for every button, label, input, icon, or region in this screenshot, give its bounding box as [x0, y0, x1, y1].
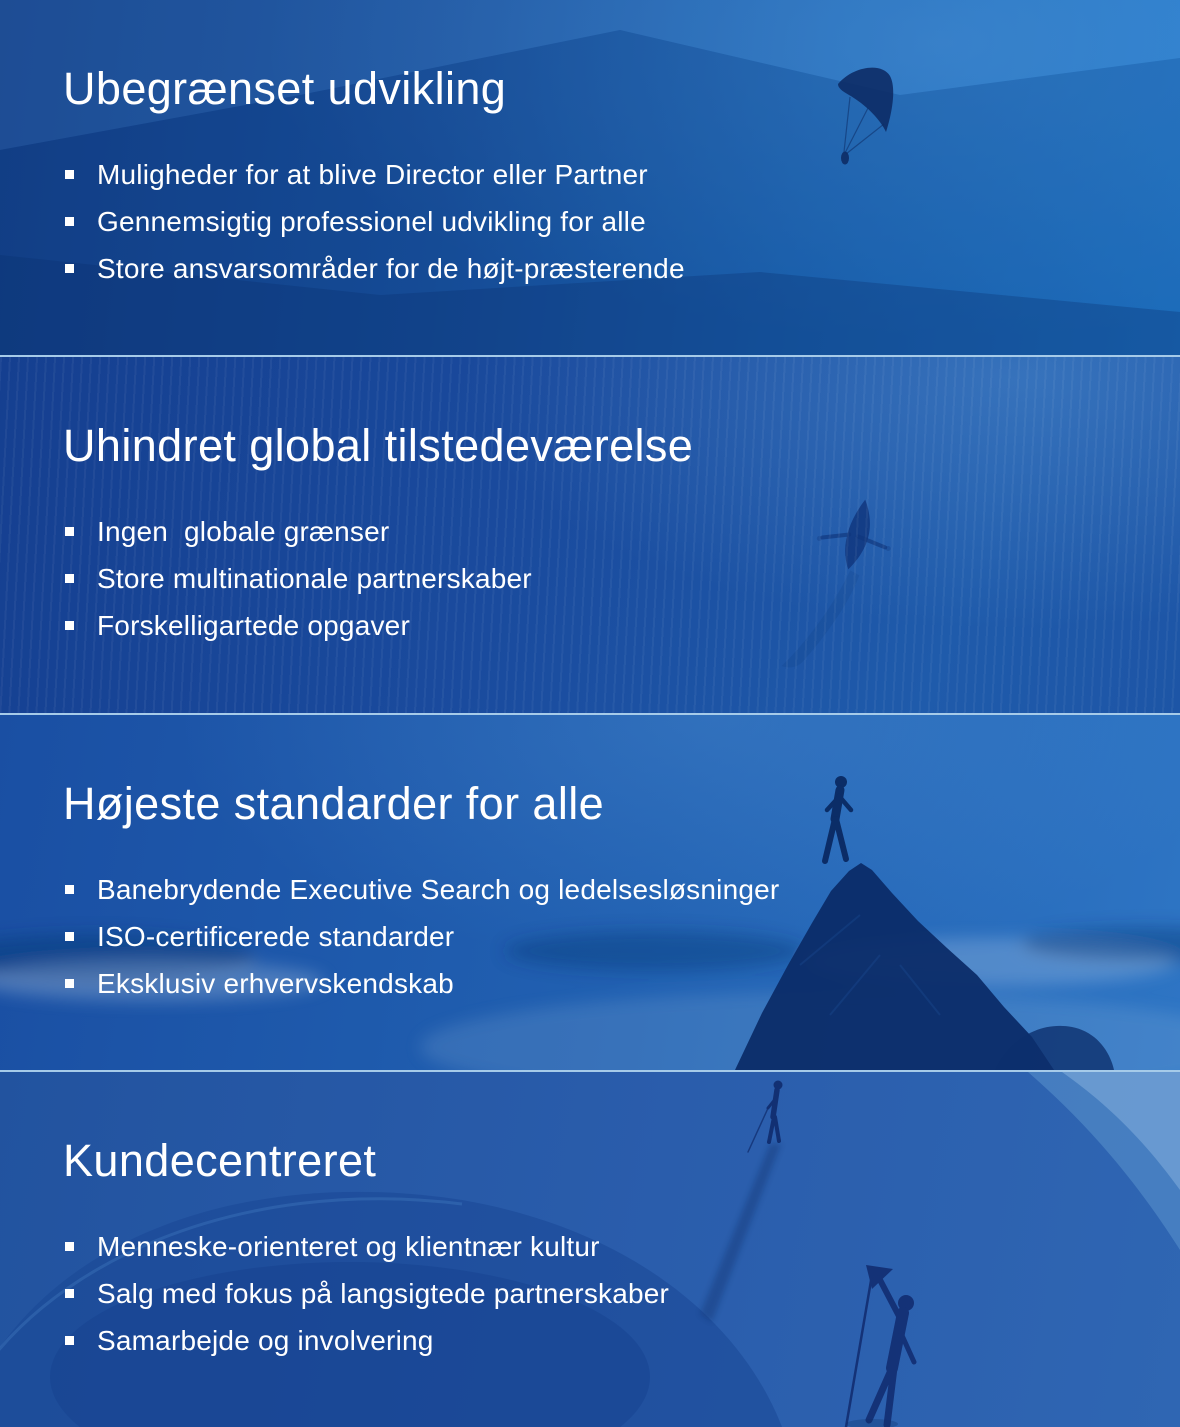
bullet-text: Eksklusiv erhvervskendskab [97, 968, 454, 999]
section-title: Kundecentreret [63, 1135, 377, 1186]
bullet-square-icon [65, 1336, 74, 1345]
section-title: Uhindret global tilstedeværelse [63, 420, 694, 471]
section-global-presence [0, 355, 1180, 713]
bullet-item [65, 1228, 669, 1266]
bullet-square-icon [65, 574, 74, 583]
bullet-square-icon [65, 885, 74, 894]
bullet-item [65, 513, 532, 551]
bullet-item [65, 560, 532, 598]
section-highest-standards [0, 713, 1180, 1070]
section-title: Højeste standarder for alle [63, 778, 605, 829]
bullet-item [65, 607, 532, 645]
section-title: Ubegrænset udvikling [63, 63, 507, 114]
bullet-item [65, 918, 779, 956]
bullet-text: ISO-certificerede standarder [97, 921, 455, 952]
bullet-item [65, 1322, 669, 1360]
bullet-list [65, 156, 685, 297]
bullet-square-icon [65, 979, 74, 988]
bullet-square-icon [65, 264, 74, 273]
bullet-square-icon [65, 527, 74, 536]
bullet-item [65, 203, 685, 241]
bullet-square-icon [65, 1242, 74, 1251]
bullet-list [65, 871, 779, 1012]
bullet-text: Salg med fokus på langsigtede partnerskaber [97, 1278, 670, 1309]
bullet-square-icon [65, 1289, 74, 1298]
bullet-square-icon [65, 932, 74, 941]
bullet-text: Store ansvarsområder for de højt-præsterende [97, 253, 685, 284]
bullet-item [65, 250, 685, 288]
bullet-text: Banebrydende Executive Search og ledelsesløsninger [97, 874, 780, 905]
bullet-square-icon [65, 170, 74, 179]
golfer-walking-icon [748, 1081, 783, 1153]
bullet-text: Samarbejde og involvering [97, 1325, 434, 1356]
section-unlimited-development [0, 0, 1180, 355]
climber-icon [825, 776, 851, 861]
bullet-text: Muligheder for at blive Director eller Partner [97, 159, 648, 190]
bullet-text: Store multinationale partnerskaber [97, 563, 532, 594]
bullet-square-icon [65, 621, 74, 630]
bullet-item [65, 965, 779, 1003]
golfer-shadow-shape [700, 1144, 781, 1322]
bullet-text: Menneske-orienteret og klientnær kultur [97, 1231, 600, 1262]
bullet-list [65, 1228, 669, 1369]
section-customer-centric [0, 1070, 1180, 1427]
bullet-list [65, 513, 532, 654]
bullet-item [65, 1275, 669, 1313]
bullet-square-icon [65, 217, 74, 226]
bullet-text: Ingen globale grænser [97, 516, 390, 547]
bullet-text: Forskelligartede opgaver [97, 610, 410, 641]
rowboat-icon [817, 500, 891, 570]
bullet-text: Gennemsigtig professionel udvikling for alle [97, 206, 646, 237]
boat-wake-shape [781, 570, 859, 667]
bullet-item [65, 871, 779, 909]
golfer-flag-icon [846, 1265, 914, 1427]
bullet-item [65, 156, 685, 194]
